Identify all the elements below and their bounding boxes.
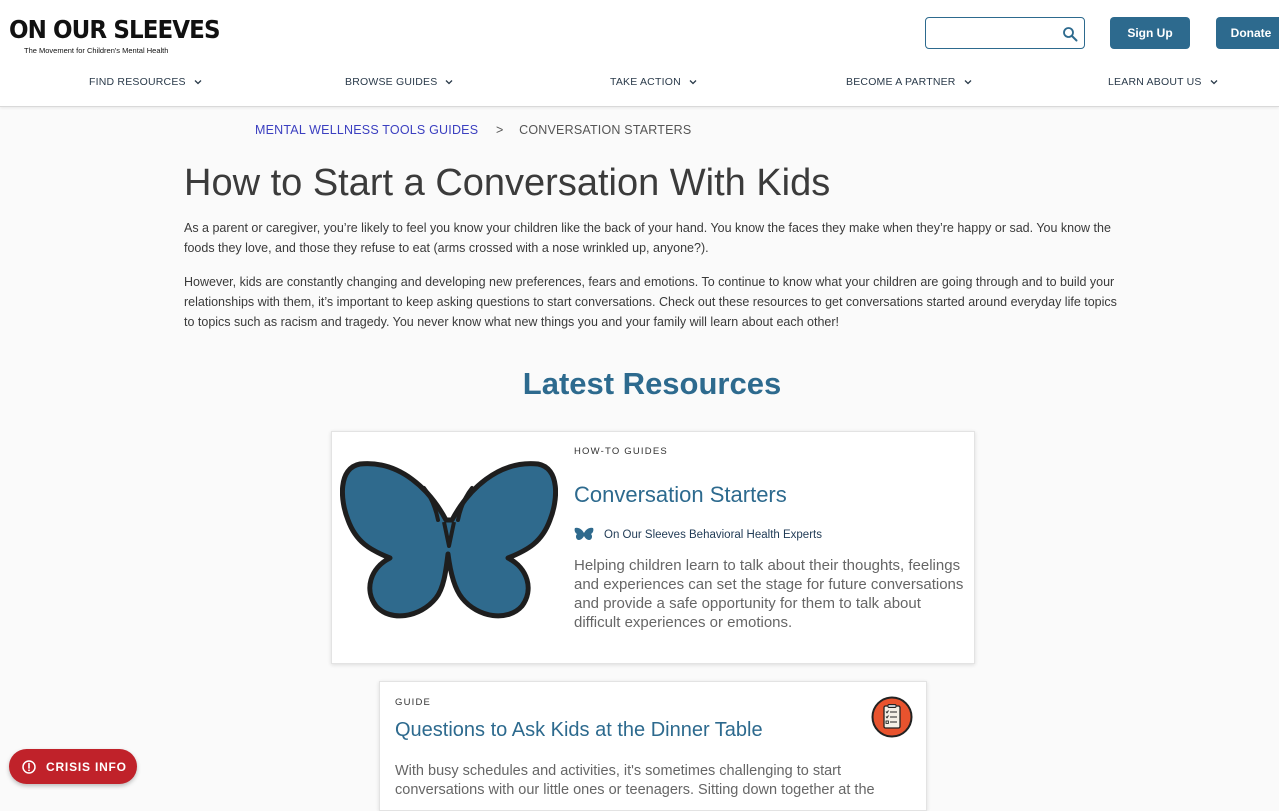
card-category: HOW-TO GUIDES — [574, 446, 668, 457]
search-icon[interactable] — [1062, 26, 1078, 42]
author-name[interactable]: On Our Sleeves Behavioral Health Experts — [604, 529, 822, 541]
intro-paragraph-1: As a parent or caregiver, you’re likely to feel you know your children like the back of your hand. You know the faces they make when they’re happy or sad. You know the foods they love, and those they refuse to eat (arms crossed with a nose wrinkled up, anyone?). — [184, 221, 1111, 255]
chevron-down-icon — [1210, 78, 1218, 86]
nav-label: FIND RESOURCES — [89, 76, 186, 88]
breadcrumb-current: CONVERSATION STARTERS — [519, 123, 692, 137]
card-author — [574, 527, 822, 543]
breadcrumb-parent-link[interactable]: MENTAL WELLNESS TOOLS GUIDES — [255, 123, 479, 137]
checklist-icon — [871, 696, 913, 738]
card-description: Helping children learn to talk about their thoughts, feelings and experiences can set the stage for future conversations and provide a safe opportunity for them to talk about difficult experiences or emotions. — [574, 557, 964, 631]
nav-label: BECOME A PARTNER — [846, 76, 956, 88]
logo-text: ON OUR SLEEVES — [9, 15, 220, 44]
nav-label: LEARN ABOUT US — [1108, 76, 1202, 88]
card-title[interactable]: Conversation Starters — [574, 482, 787, 507]
nav-become-a-partner[interactable] — [846, 76, 972, 88]
crisis-info-button[interactable] — [9, 749, 137, 784]
resource-card[interactable] — [379, 681, 927, 811]
site-header — [0, 0, 1279, 107]
crisis-info-label: CRISIS INFO — [46, 759, 127, 774]
site-logo[interactable] — [9, 15, 220, 55]
sign-up-button[interactable]: Sign Up — [1110, 17, 1190, 49]
card-title[interactable]: Questions to Ask Kids at the Dinner Table — [395, 719, 763, 741]
chevron-down-icon — [445, 78, 453, 86]
intro-paragraph-2: However, kids are constantly changing and developing new preferences, fears and emotions. To continue to know what your children are going through and to build your relationships with them, it’s important to keep asking questions to start conversations. Check out these resources to get conversations started around everyday life topics to topics such as racism and tragedy. You never know what new things you and your family will learn about each other! — [184, 275, 1117, 329]
nav-label: TAKE ACTION — [610, 76, 681, 88]
chevron-down-icon — [194, 78, 202, 86]
logo-tagline: The Movement for Children's Mental Health — [24, 46, 169, 55]
alert-circle-icon — [22, 760, 36, 774]
breadcrumb — [255, 123, 691, 137]
butterfly-icon — [574, 527, 594, 543]
butterfly-image — [340, 450, 558, 630]
nav-learn-about-us[interactable] — [1108, 76, 1218, 88]
donate-button[interactable]: Donate — [1216, 17, 1279, 49]
main-nav — [0, 76, 1279, 96]
nav-find-resources[interactable] — [89, 76, 202, 88]
section-title-latest-resources: Latest Resources — [522, 366, 782, 401]
card-description: With busy schedules and activities, it's sometimes challenging to start conversations with our little ones or teenagers. Sitting down together at the — [395, 763, 875, 798]
nav-browse-guides[interactable] — [345, 76, 453, 88]
nav-label: BROWSE GUIDES — [345, 76, 438, 88]
chevron-down-icon — [964, 78, 972, 86]
nav-take-action[interactable] — [610, 76, 697, 88]
page-title: How to Start a Conversation With Kids — [184, 162, 831, 204]
search-input[interactable] — [926, 18, 1056, 48]
resource-card[interactable] — [331, 431, 975, 664]
breadcrumb-separator: > — [495, 123, 504, 137]
search-box — [925, 17, 1085, 49]
chevron-down-icon — [689, 78, 697, 86]
card-category: GUIDE — [395, 697, 432, 708]
